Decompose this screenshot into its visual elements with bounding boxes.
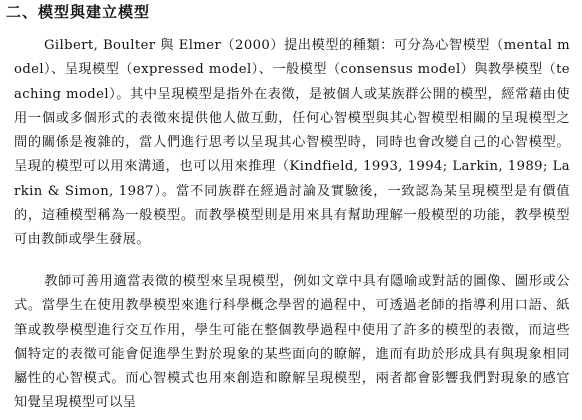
paragraph-teaching-models [14,270,570,416]
paragraph-text: 教師可善用適當表徵的模型來呈現模型，例如文章中具有隱喻或對話的圖像、圖形或公式。當學生在使用教學模型來進行科學概念學習的過程中，可透過老師的指導利用口語、紙筆或教學模型進行交互作用，學生可能在整個教學過程中使用了許多的模型的表徵，而這些個特定的表徵可能會促進學生對於現象的某些面向的瞭解，進而有助於形成具有與現象相同屬性的心智模式。而心智模式也用來創造和瞭解呈現模型，兩者都會影響我們對現象的感官知覺呈現模型可以呈 [14,274,570,411]
paragraph-text: Gilbert, Boulter 與 Elmer（2000）提出模型的種類：可分為心智模型（mental model）、呈現模型（expressed model）、一般模型（consensus model）與教學模型（teaching model）。其中呈現模型是指外在表徵，是被個人或某族群公開的模型，經常藉由使用一個或多個形式的表徵來提供他人做互動，任何心智模型與其心智模型相關的呈現模型之間的關係是複雜的，當人們進行思考以呈現其心智模型時，同時也會改變自己的心智模型。呈現的模型可以用來溝通，也可以用來推理（Kindfield, 1993, 1994; Larkin, 1989; Larkin & Simon, 1987）。當不同族群在經過討論及實驗後，一致認為某呈現模型是有價值的，這種模型稱為一般模型。而教學模型則是用來具有幫助理解一般模型的功能，教學模型可由教師或學生發展。 [14,38,570,248]
paragraph-model-types [14,34,570,253]
section-heading: 二、模型與建立模型 [6,3,151,21]
